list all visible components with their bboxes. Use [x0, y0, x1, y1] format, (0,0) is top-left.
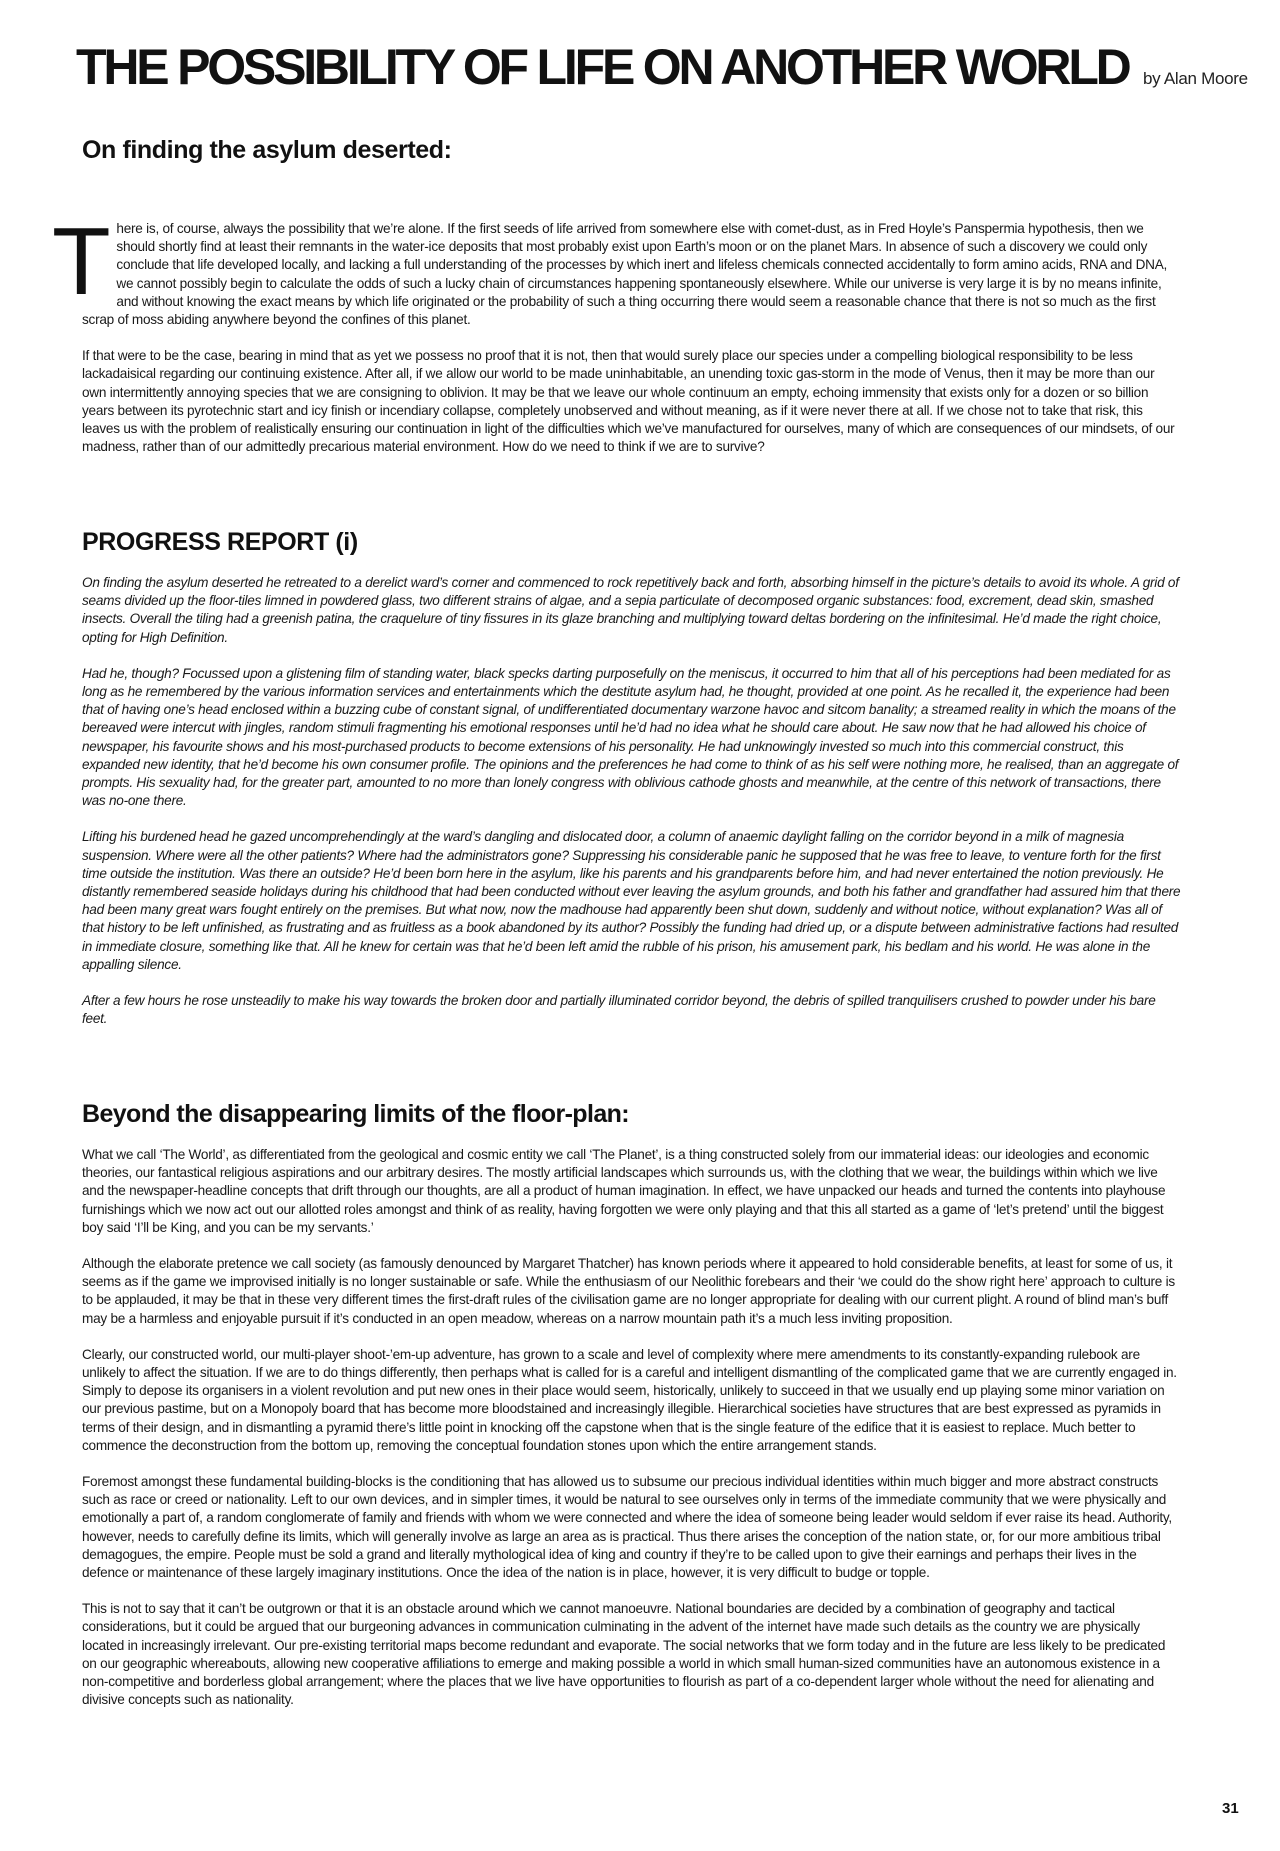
body-paragraph: Lifting his burdened head he gazed uncomprehendingly at the ward’s dangling and dislocated door, a column of anaemic daylight falling on the corridor beyond in a milk of magnesia suspension. Where were all the other patients? Where had the administrators gone? Suppressing his considerable panic he supposed that he was free to leave, to venture forth for the first time outside the institution. Was there an outside? He’d been born here in the asylum, like his parents and his grandparents before him, and had never entertained the notion previously. He distantly remembered seaside holidays during his childhood that had been conducted without ever leaving the asylum grounds, and both his father and grandfather had assured him that there had been many great wars fought entirely on the premises. But what now, now the madhouse had apparently been shut down, suddenly and without notice, without explanation? Was all of that history to be left unfinished, as frustrating and as fruitless as a book abandoned by its author? Possibly the funding had dried up, or a dispute between administrative factions had resulted in immediate closure, something like that. All he knew for certain was that he’d been left amid the rubble of his prison, his amusement park, his bedlam and his world. He was alone in the appalling silence.	[82, 829, 1181, 972]
section-heading-progress-report: PROGRESS REPORT (i)	[82, 528, 358, 556]
body-paragraph: Foremost amongst these fundamental building-blocks is the conditioning that has allowed us to subsume our precious individual identities within much bigger and more abstract constructs such as race or creed or nationality. Left to our own devices, and in simpler times, it would be natural to see ourselves only in terms of the immediate community that we were physically and emotionally a part of, a random conglomerate of family and friends with whom we were connected and where the idea of someone being leader would seldom if ever raise its head. Authority, however, needs to carefully define its limits, which will generally involve as large an area as is practical. Thus there arises the conception of the nation state, or, for our more ambitious tribal demagogues, the empire. People must be sold a grand and literally mythological idea of king and country if they’re to be called upon to give their earnings and perhaps their lives in the defence or maintenance of these largely imaginary institutions. Once the idea of the nation is in place, however, it is very difficult to budge or topple.	[82, 1474, 1172, 1581]
section-floor-plan-body	[82, 1146, 1182, 1727]
body-paragraph	[52, 208, 1182, 329]
section-heading-asylum: On finding the asylum deserted:	[82, 136, 452, 164]
body-paragraph: Had he, though? Focussed upon a glistening film of standing water, black specks darting purposefully on the meniscus, it occurred to him that all of his perceptions had been mediated for as long as he remembered by the various information services and entertainments which the destitute asylum had, he thought, provided at one point. As he recalled it, the experience had been that of having one’s head enclosed within a buzzing cube of constant signal, of undifferentiated documentary warzone havoc and sitcom banality; a streamed reality in which the moans of the bereaved were intercut with jingles, random stimuli fragmenting his emotional responses until he’d had no idea what he should care about. He saw now that he had allowed his choice of newspaper, his favourite shows and his most-purchased products to become extensions of his personality. He had unknowingly invested so much into this commercial construct, this expanded new identity, that he’d become his own consumer profile. The opinions and the preferences he had come to think of as his self were nothing more, he realised, than an aggregate of prompts. His sexuality had, for the greater part, amounted to no more than lonely congress with oblivious cathode ghosts and meanwhile, at the centre of this network of transactions, there was no-one there.	[82, 665, 1179, 809]
body-paragraph: If that were to be the case, bearing in mind that as yet we possess no proof that it is not, then that would surely place our species under a compelling biological responsibility to be less lackadaisical regarding our continuing existence. After all, if we allow our world to be made uninhabitable, an unending toxic gas-storm in the mode of Venus, then it may be more than our own intermittently annoying species that we are consigning to oblivion. It may be that we leave our whole continuum an empty, echoing immensity that exists only for a dozen or so billion years between its pyrotechnic start and icy finish or incendiary collapse, completely unobserved and without meaning, as if it were never there at all. If we chose not to take that risk, this leaves us with the problem of realistically ensuring our continuation in light of the difficulties which we’ve manufactured for ourselves, many of which are consequences of our mindsets, of our madness, rather than of our admittedly precarious material environment. How do we need to think if we are to survive?	[82, 348, 1175, 455]
byline: by Alan Moore	[1143, 69, 1248, 88]
drop-cap: T	[52, 208, 111, 315]
section-progress-body	[82, 574, 1182, 1046]
body-paragraph: After a few hours he rose unsteadily to make his way towards the broken door and partially illuminated corridor beyond, the debris of spilled tranquilisers crushed to powder under his bare feet.	[82, 993, 1156, 1027]
section-asylum-body	[52, 208, 1182, 474]
body-paragraph: Clearly, our constructed world, our multi-player shoot-’em-up adventure, has grown to a scale and level of complexity where mere amendments to its constantly-expanding rulebook are unlikely to affect the situation. If we are to do things differently, then perhaps what is called for is a careful and intelligent dismantling of the complicated game that we are currently engaged in. Simply to depose its organisers in a violent revolution and put new ones in their place would seem, historically, unlikely to succeed in that we usually end up playing some minor variation on our previous pastime, but on a Monopoly board that has become more bloodstained and increasingly illegible. Hierarchical societies have structures that are best expressed as pyramids in terms of their design, and in dismantling a pyramid there’s little point in knocking off the capstone when that is the single feature of the edifice that it is easiest to replace. Much better to commence the deconstruction from the bottom up, removing the conceptual foundation stones upon which the entire arrangement stands.	[82, 1346, 1177, 1453]
page-number: 31	[1222, 1800, 1239, 1817]
body-paragraph: This is not to say that it can’t be outgrown or that it is an obstacle around which we cannot manoeuvre. National boundaries are decided by a combination of geography and tactical considerations, but it could be argued that our burgeoning advances in communication culminating in the advent of the internet have made such details as the country we are physically located in increasingly irrelevant. Our pre-existing territorial maps become redundant and evaporate. The social networks that we form today and in the future are less likely to be predicated on our geographic whereabouts, allowing new cooperative affiliations to emerge and making possible a world in which small human-sized communities have an autonomous existence in a non-competitive and borderless global arrangement; where the places that we live have opportunities to flourish as part of a co-dependent larger whole without the need for alienating and divisive concepts such as nationality.	[82, 1601, 1166, 1708]
body-paragraph: Although the elaborate pretence we call society (as famously denounced by Margaret Thatcher) has known periods where it appeared to hold considerable benefits, at least for some of us, it seems as if the game we improvised initially is no longer sustainable or safe. While the enthusiasm of our Neolithic forebears and their ‘we could do the show right here’ approach to culture is to be applauded, it may be that in these very different times the first-draft rules of the civilisation game are no longer appropriate for dealing with our current plight. A round of blind man’s buff may be a harmless and enjoyable pursuit if it’s conducted in an open meadow, whereas on a narrow mountain path it’s a much less inviting proposition.	[82, 1256, 1175, 1326]
article-title: THE POSSIBILITY OF LIFE ON ANOTHER WORLD	[76, 39, 1129, 95]
section-heading-floor-plan: Beyond the disappearing limits of the floor-plan:	[82, 1100, 630, 1128]
paragraph-text: here is, of course, always the possibility that we’re alone. If the first seeds of life arrived from somewhere else with comet-dust, as in Fred Hoyle’s Panspermia hypothesis, then we should shortly find at least their remnants in the water-ice deposits that most probably exist upon Earth’s moon or on the planet Mars. In absence of such a discovery we could only conclude that life developed locally, and lacking a full understanding of the processes by which inert and lifeless chemicals connected accidentally to form amino acids, RNA and DNA, we cannot possibly begin to calculate the odds of such a lucky chain of circumstances happening spontaneously elsewhere. While our universe is very large it is by no means infinite, and without knowing the exact means by which life originated or the probability of such a thing occurring there would seem a reasonable chance that there is not so much as the first scrap of moss abiding anywhere beyond the confines of this planet.	[82, 221, 1168, 328]
title-row	[76, 39, 1248, 95]
body-paragraph: What we call ‘The World’, as differentiated from the geological and cosmic entity we call ‘The Planet’, is a thing constructed solely from our immaterial ideas: our ideologies and economic theories, our fantastical religious aspirations and our arbitrary desires. The mostly artificial landscapes which surrounds us, with the clothing that we wear, the buildings within which we live and the newspaper-headline concepts that drift through our thoughts, are all a product of human imagination. In effect, we have unpacked our heads and turned the contents into playhouse furnishings which we now act out our allotted roles amongst and think of as reality, having forgotten we were only playing and that this all started as a game of ‘let’s pretend’ until the biggest boy said ‘I’ll be King, and you can be my servants.’	[82, 1147, 1166, 1235]
body-paragraph: On finding the asylum deserted he retreated to a derelict ward’s corner and commenced to rock repetitively back and forth, absorbing himself in the picture’s details to avoid its whole. A grid of seams divided up the floor-tiles limned in powdered glass, two different strains of algae, and a sepia particulate of decomposed organic substances: food, excrement, dead skin, smashed insects. Overall the tiling had a greenish patina, the craquelure of tiny fissures in its glaze branching and multiplying toward deltas bordering on the infinitesimal. He’d made the right choice, opting for High Definition.	[82, 575, 1179, 645]
